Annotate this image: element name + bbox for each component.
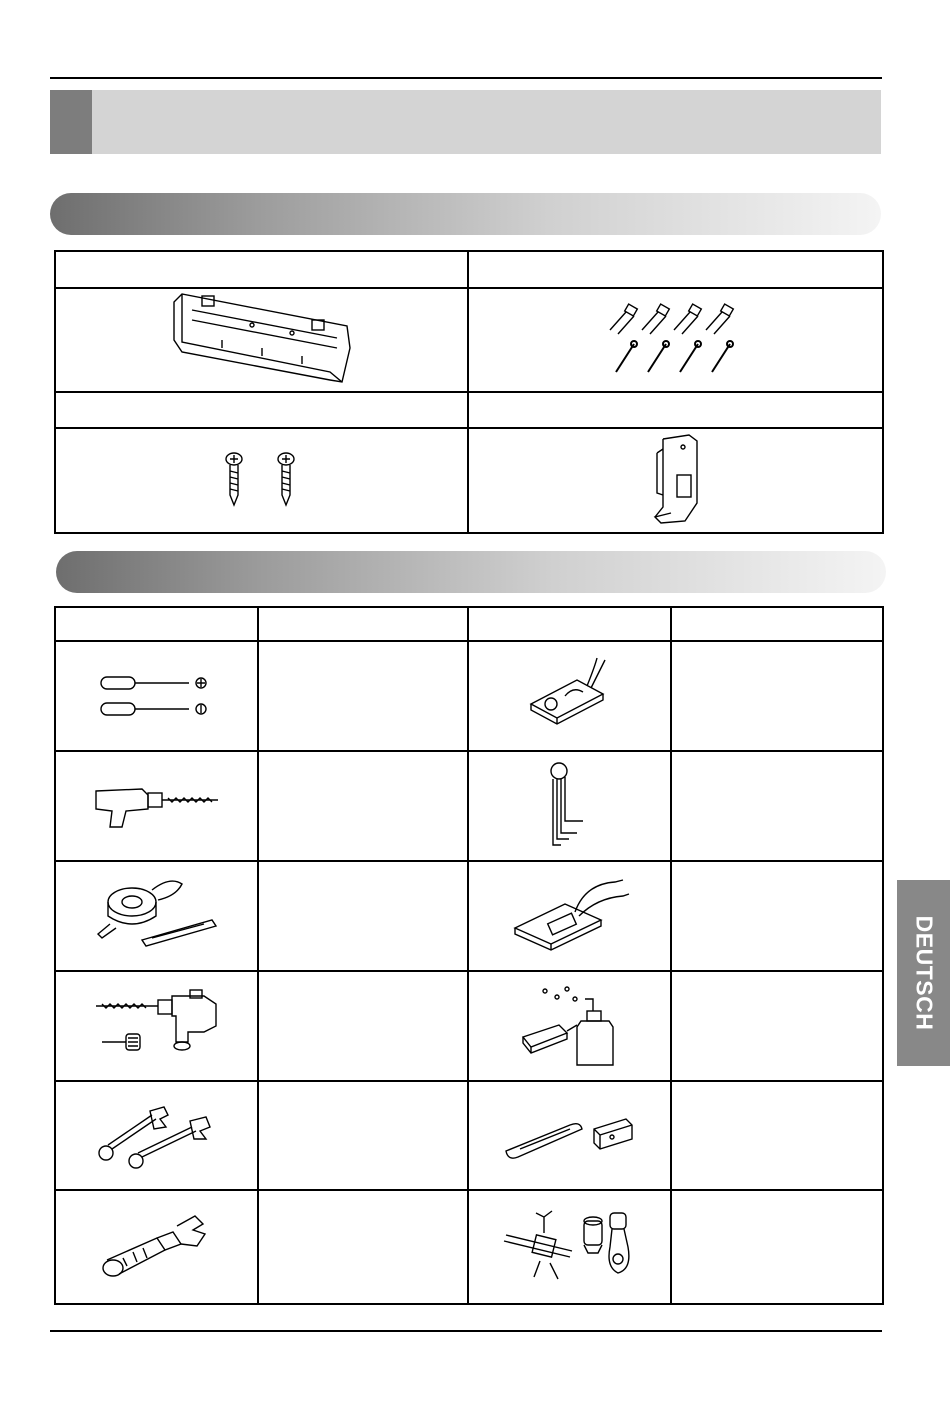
- title-tab-marker: [50, 90, 92, 154]
- tool-label-cell: [671, 1190, 883, 1304]
- parts-image-cell: [55, 428, 468, 533]
- tool-label-cell: [671, 641, 883, 751]
- tool-label-cell: [258, 1081, 468, 1190]
- tool-image-cell: [468, 641, 671, 751]
- tools-header-cell: [55, 607, 258, 641]
- tool-image-cell: [55, 751, 258, 861]
- thermometer-level-icon: [500, 1111, 640, 1161]
- top-rule: [50, 77, 882, 79]
- tool-image-cell: [468, 1081, 671, 1190]
- parts-image-cell: [468, 288, 883, 392]
- tool-label-cell: [258, 751, 468, 861]
- parts-image-cell: [55, 288, 468, 392]
- tool-label-cell: [258, 861, 468, 971]
- tools-section-heading: [56, 551, 886, 593]
- tools-header-cell: [671, 607, 883, 641]
- tool-label-cell: [258, 641, 468, 751]
- section-title-bar: [50, 90, 881, 154]
- language-tab: [897, 880, 950, 1066]
- tool-label-cell: [258, 971, 468, 1081]
- fixing-screws-icon: [212, 451, 312, 511]
- flaring-tool-set-icon: [500, 1207, 640, 1287]
- parts-image-cell: [468, 428, 883, 533]
- tool-image-cell: [55, 861, 258, 971]
- installation-plate-icon: [162, 290, 362, 390]
- ohmmeter-icon: [525, 656, 615, 736]
- tool-label-cell: [671, 1081, 883, 1190]
- measuring-tape-knife-icon: [92, 876, 222, 956]
- tool-image-cell: [55, 1190, 258, 1304]
- anchors-and-screws-icon: [606, 300, 746, 380]
- parts-label-cell: [55, 251, 468, 288]
- tool-label-cell: [258, 1190, 468, 1304]
- tool-image-cell: [468, 1190, 671, 1304]
- tool-label-cell: [671, 751, 883, 861]
- tools-table: [54, 606, 884, 1305]
- tools-header-cell: [258, 607, 468, 641]
- tool-label-cell: [671, 971, 883, 1081]
- remote-control-holder-icon: [641, 433, 711, 529]
- gas-leak-detector-icon: [515, 981, 625, 1071]
- parts-label-cell: [55, 392, 468, 428]
- tool-label-cell: [671, 861, 883, 971]
- tool-image-cell: [468, 861, 671, 971]
- parts-table: [54, 250, 884, 534]
- spanners-icon: [92, 1101, 222, 1171]
- tools-header-cell: [468, 607, 671, 641]
- screwdrivers-icon: [97, 671, 217, 721]
- language-tab-label: DEUTSCH: [911, 915, 937, 1031]
- parts-label-cell: [468, 251, 883, 288]
- ammeter-icon: [505, 876, 635, 956]
- tool-image-cell: [468, 751, 671, 861]
- hex-key-icon: [545, 761, 595, 851]
- parts-label-cell: [468, 392, 883, 428]
- electric-drill-icon: [92, 781, 222, 831]
- tool-image-cell: [55, 971, 258, 1081]
- parts-section-heading: [50, 193, 881, 235]
- bottom-rule: [50, 1330, 882, 1332]
- torque-wrench-icon: [97, 1212, 217, 1282]
- hole-core-drill-icon: [92, 986, 222, 1066]
- tool-image-cell: [55, 1081, 258, 1190]
- tool-image-cell: [468, 971, 671, 1081]
- tool-image-cell: [55, 641, 258, 751]
